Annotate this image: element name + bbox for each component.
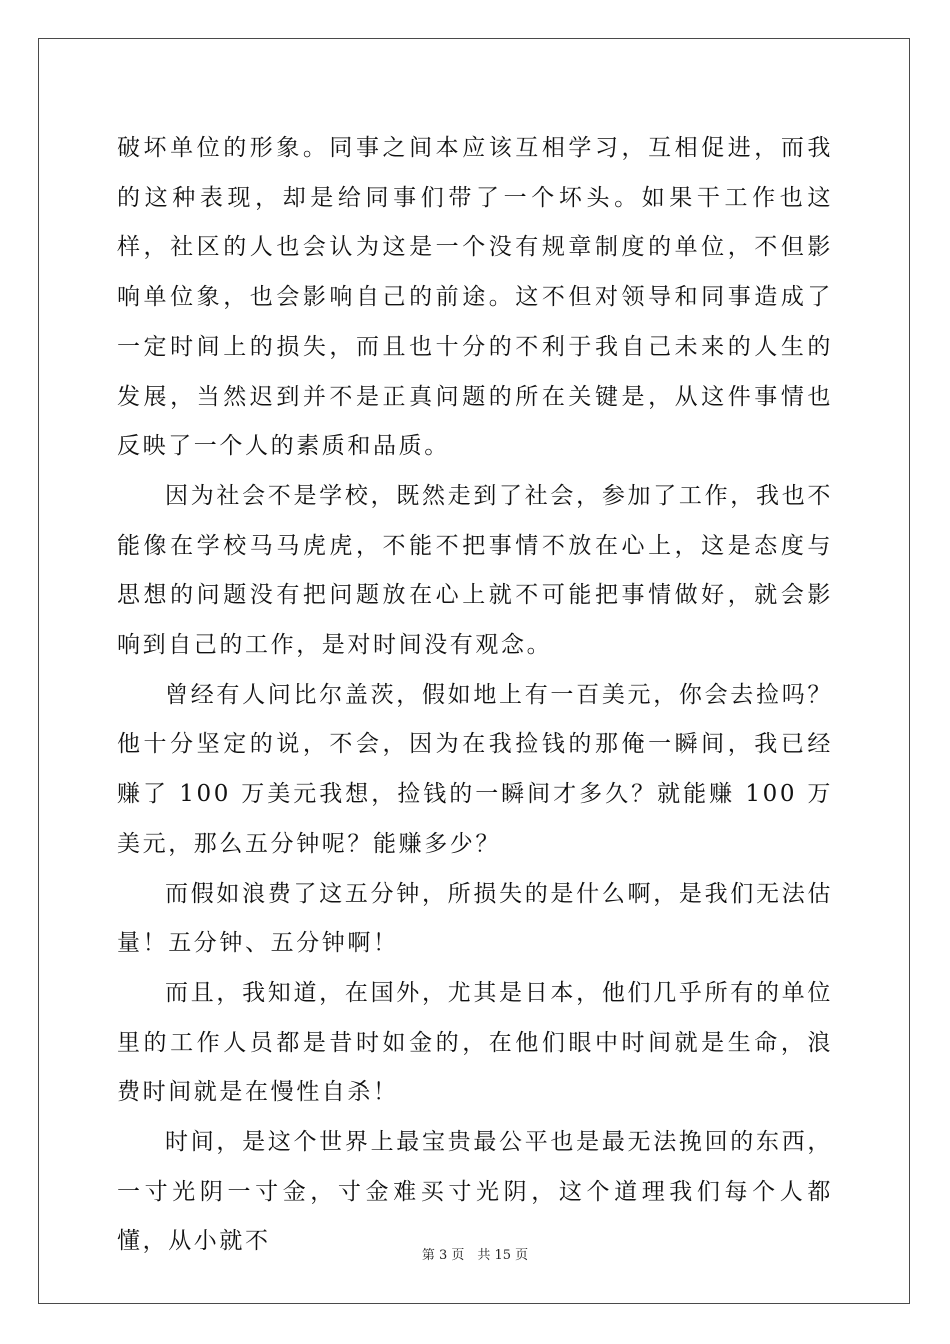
paragraph-4: 而假如浪费了这五分钟，所损失的是什么啊，是我们无法估量！五分钟、五分钟啊！ [117,880,833,957]
paragraph-2: 因为社会不是学校，既然走到了社会，参加了工作，我也不能像在学校马马虎虎，不能不把事情不放在心上，这是态度与思想的问题没有把问题放在心上就不可能把事情做好，就会影响到自己的工作，是对时间没有观念。 [117,482,833,659]
document-body [117,124,833,1267]
paragraph-1: 破坏单位的形象。同事之间本应该互相学习，互相促进，而我的这种表现，却是给同事们带了一个坏头。如果干工作也这样，社区的人也会认为这是一个没有规章制度的单位，不但影响单位象，也会影响自己的前途。这不但对领导和同事造成了一定时间上的损失，而且也十分的不利于我自己未来的人生的发展，当然迟到并不是正真问题的所在关键是，从这件事情也反映了一个人的素质和品质。 [117,135,833,460]
paragraph-6: 时间，是这个世界上最宝贵最公平也是最无法挽回的东西，一寸光阴一寸金，寸金难买寸光阴，这个道理我们每个人都懂，从小就不 [117,1129,833,1255]
paragraph-5: 而且，我知道，在国外，尤其是日本，他们几乎所有的单位里的工作人员都是昔时如金的，在他们眼中时间就是生命，浪费时间就是在慢性自杀！ [117,979,833,1106]
paragraph-3: 曾经有人问比尔盖茨，假如地上有一百美元，你会去捡吗？他十分坚定的说，不会，因为在我捡钱的那俺一瞬间，我已经赚了 100 万美元我想，捡钱的一瞬间才多久？就能赚 100 万美元，那么五分钟呢？能赚多少？ [117,681,833,857]
page-number-footer: 第 3 页 共 15 页 [421,1248,529,1263]
